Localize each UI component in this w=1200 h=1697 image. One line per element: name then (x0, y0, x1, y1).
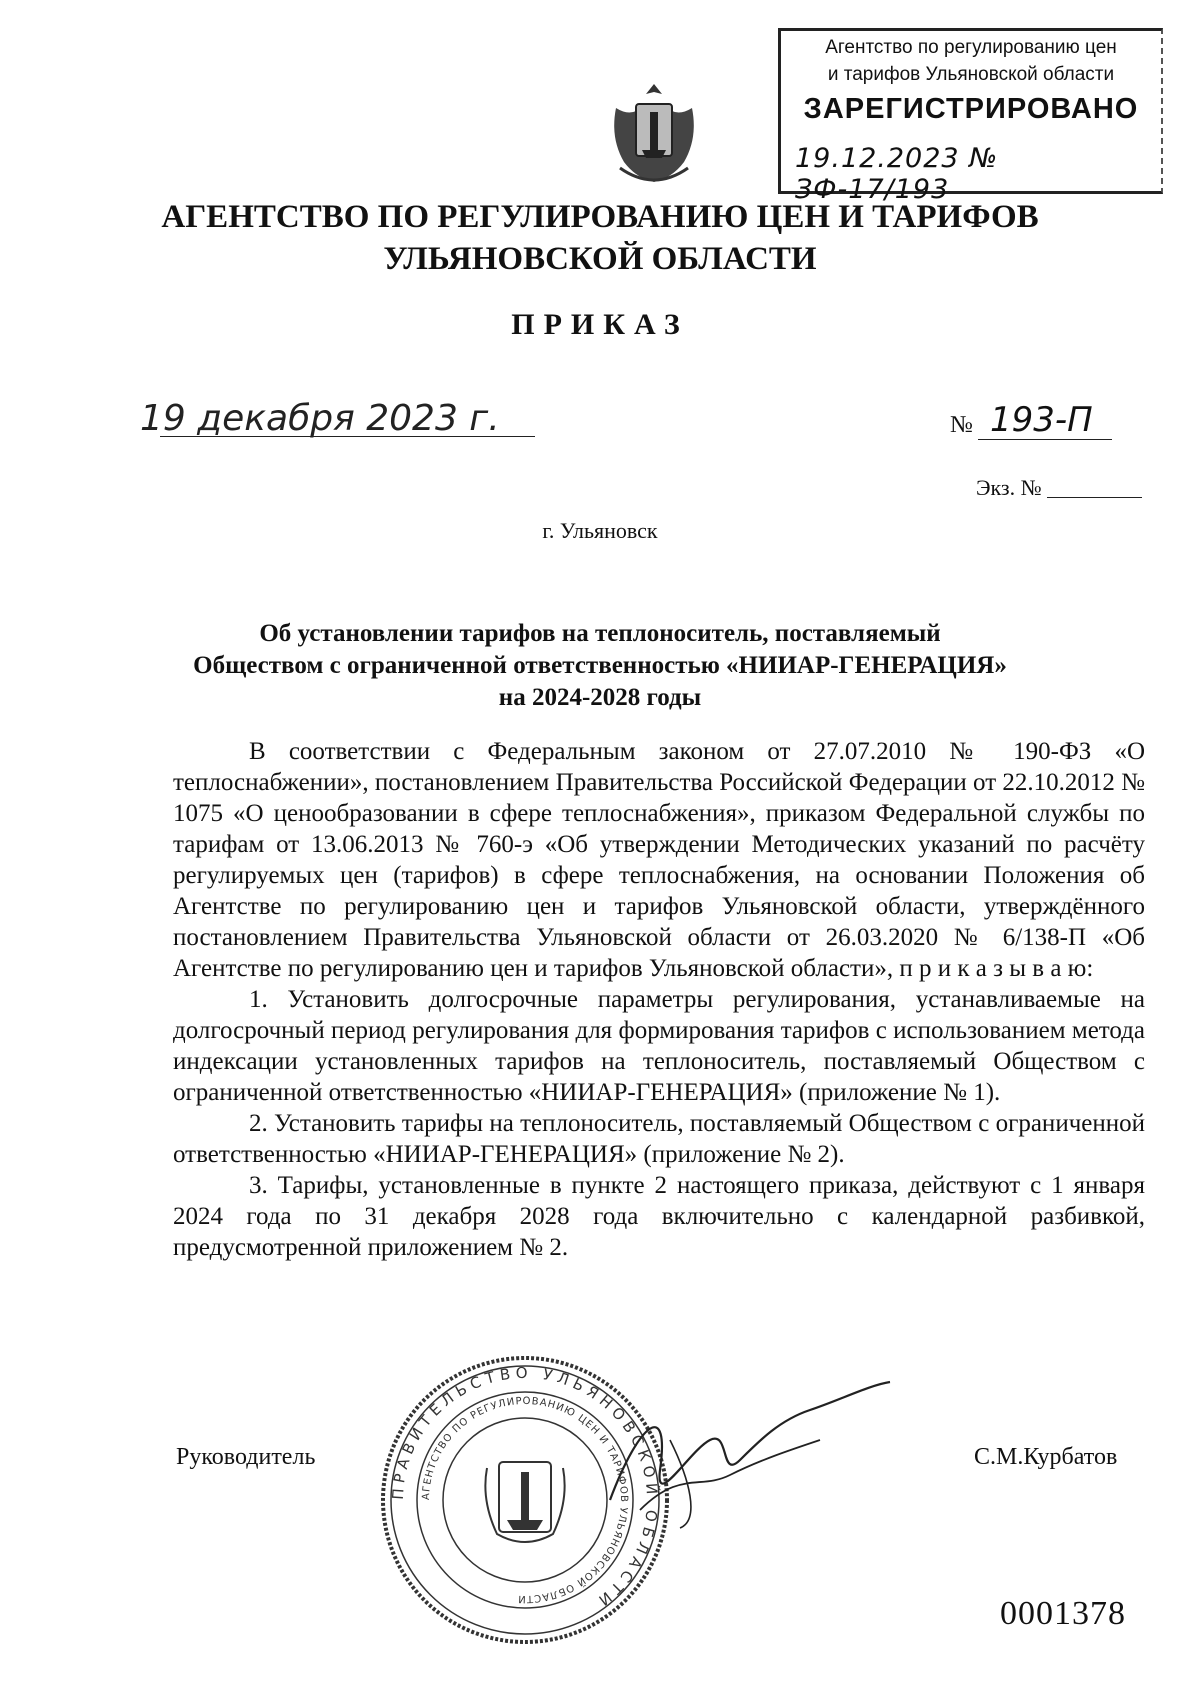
registration-stamp (778, 28, 1163, 205)
document-type: ПРИКАЗ (511, 308, 689, 341)
clause-2: 2. Установить тарифы на теплоноситель, поставляемый Обществом с ограниченной ответственностью «НИИАР-ГЕНЕРАЦИЯ» (приложение № 2). (173, 1110, 1145, 1168)
order-subject (0, 618, 1200, 714)
clause-3: 3. Тарифы, установленные в пункте 2 настоящего приказа, действуют с 1 января 2024 года по 31 декабря 2028 года включительно с календарной разбивкой, предусмотренной приложением № 2. (173, 1172, 1145, 1261)
subject-line1: Об установлении тарифов на теплоноситель, поставляемый (259, 620, 941, 647)
agency-title-line1: АГЕНТСТВО ПО РЕГУЛИРОВАНИЮ ЦЕН И ТАРИФОВ (161, 199, 1039, 235)
agency-title-line2: УЛЬЯНОВСКОЙ ОБЛАСТИ (383, 241, 817, 277)
preamble-paragraph: В соответствии с Федеральным законом от 27.07.2010 № 190-ФЗ «О теплоснабжении», постановлением Правительства Российской Федерации от 22.10.2012 № 1075 «О ценообразовании в сфере теплоснабжения», приказом Федеральной службы по тарифам от 13.06.2013 № 760-э «Об утверждении Методических указаний по расчёту регулируемых цен (тарифов) в сфере теплоснабжения, на основании Положения об Агентстве по регулированию цен и тарифов Ульяновской области, утверждённого постановлением Правительства Ульяновской области от 26.03.2020 № 6/138-П «Об Агентстве по регулированию цен и тарифов Ульяновской области», п р и к а з ы в а ю: (173, 738, 1145, 982)
order-body (173, 736, 1145, 1263)
order-number: 193-П (990, 400, 1093, 440)
order-date: 19 декабря 2023 г. (140, 398, 500, 439)
subject-line3: на 2024-2028 годы (498, 684, 702, 711)
copy-number-blank (1047, 497, 1142, 498)
signer-name: С.М.Курбатов (974, 1444, 1118, 1470)
subject-line2: Обществом с ограниченной ответственностью «НИИАР-ГЕНЕРАЦИЯ» (193, 652, 1007, 679)
stamp-registration-number: 19.12.2023 № ЗФ-17/193 (795, 143, 999, 205)
signer-position: Руководитель (176, 1444, 316, 1470)
copy-number-label: Экз. № (976, 475, 1042, 500)
clause-1: 1. Установить долгосрочные параметры регулирования, устанавливаемые на долгосрочный период регулирования для формирования тарифов с использованием метода индексации установленных тарифов на теплоноситель, поставляемый Обществом с ограниченной ответственностью «НИИАР-ГЕНЕРАЦИЯ» (приложение № 1). (173, 986, 1145, 1106)
order-number-label: № (950, 412, 973, 438)
order-date-underline (160, 436, 535, 437)
coat-of-arms-icon (606, 78, 702, 188)
signature (600, 1380, 900, 1530)
seal-inner-text: АГЕНТСТВО ПО РЕГУЛИРОВАНИЮ ЦЕН И ТАРИФОВ УЛЬЯНОВСКОЙ ОБЛАСТИ (420, 1395, 630, 1605)
form-serial-number: 0001378 (1000, 1595, 1126, 1632)
city: г. Ульяновск (542, 518, 658, 543)
stamp-status: ЗАРЕГИСТРИРОВАНО (803, 93, 1139, 125)
stamp-agency-line2: и тарифов Ульяновской области (827, 64, 1115, 85)
order-number-underline (978, 439, 1112, 440)
stamp-agency-line1: Агентство по регулированию цен (825, 37, 1117, 58)
seal-emblem-icon (485, 1462, 564, 1542)
agency-title (0, 196, 1200, 280)
seal-outer-text: ПРАВИТЕЛЬСТВО УЛЬЯНОВСКОЙ ОБЛАСТИ (388, 1363, 662, 1613)
